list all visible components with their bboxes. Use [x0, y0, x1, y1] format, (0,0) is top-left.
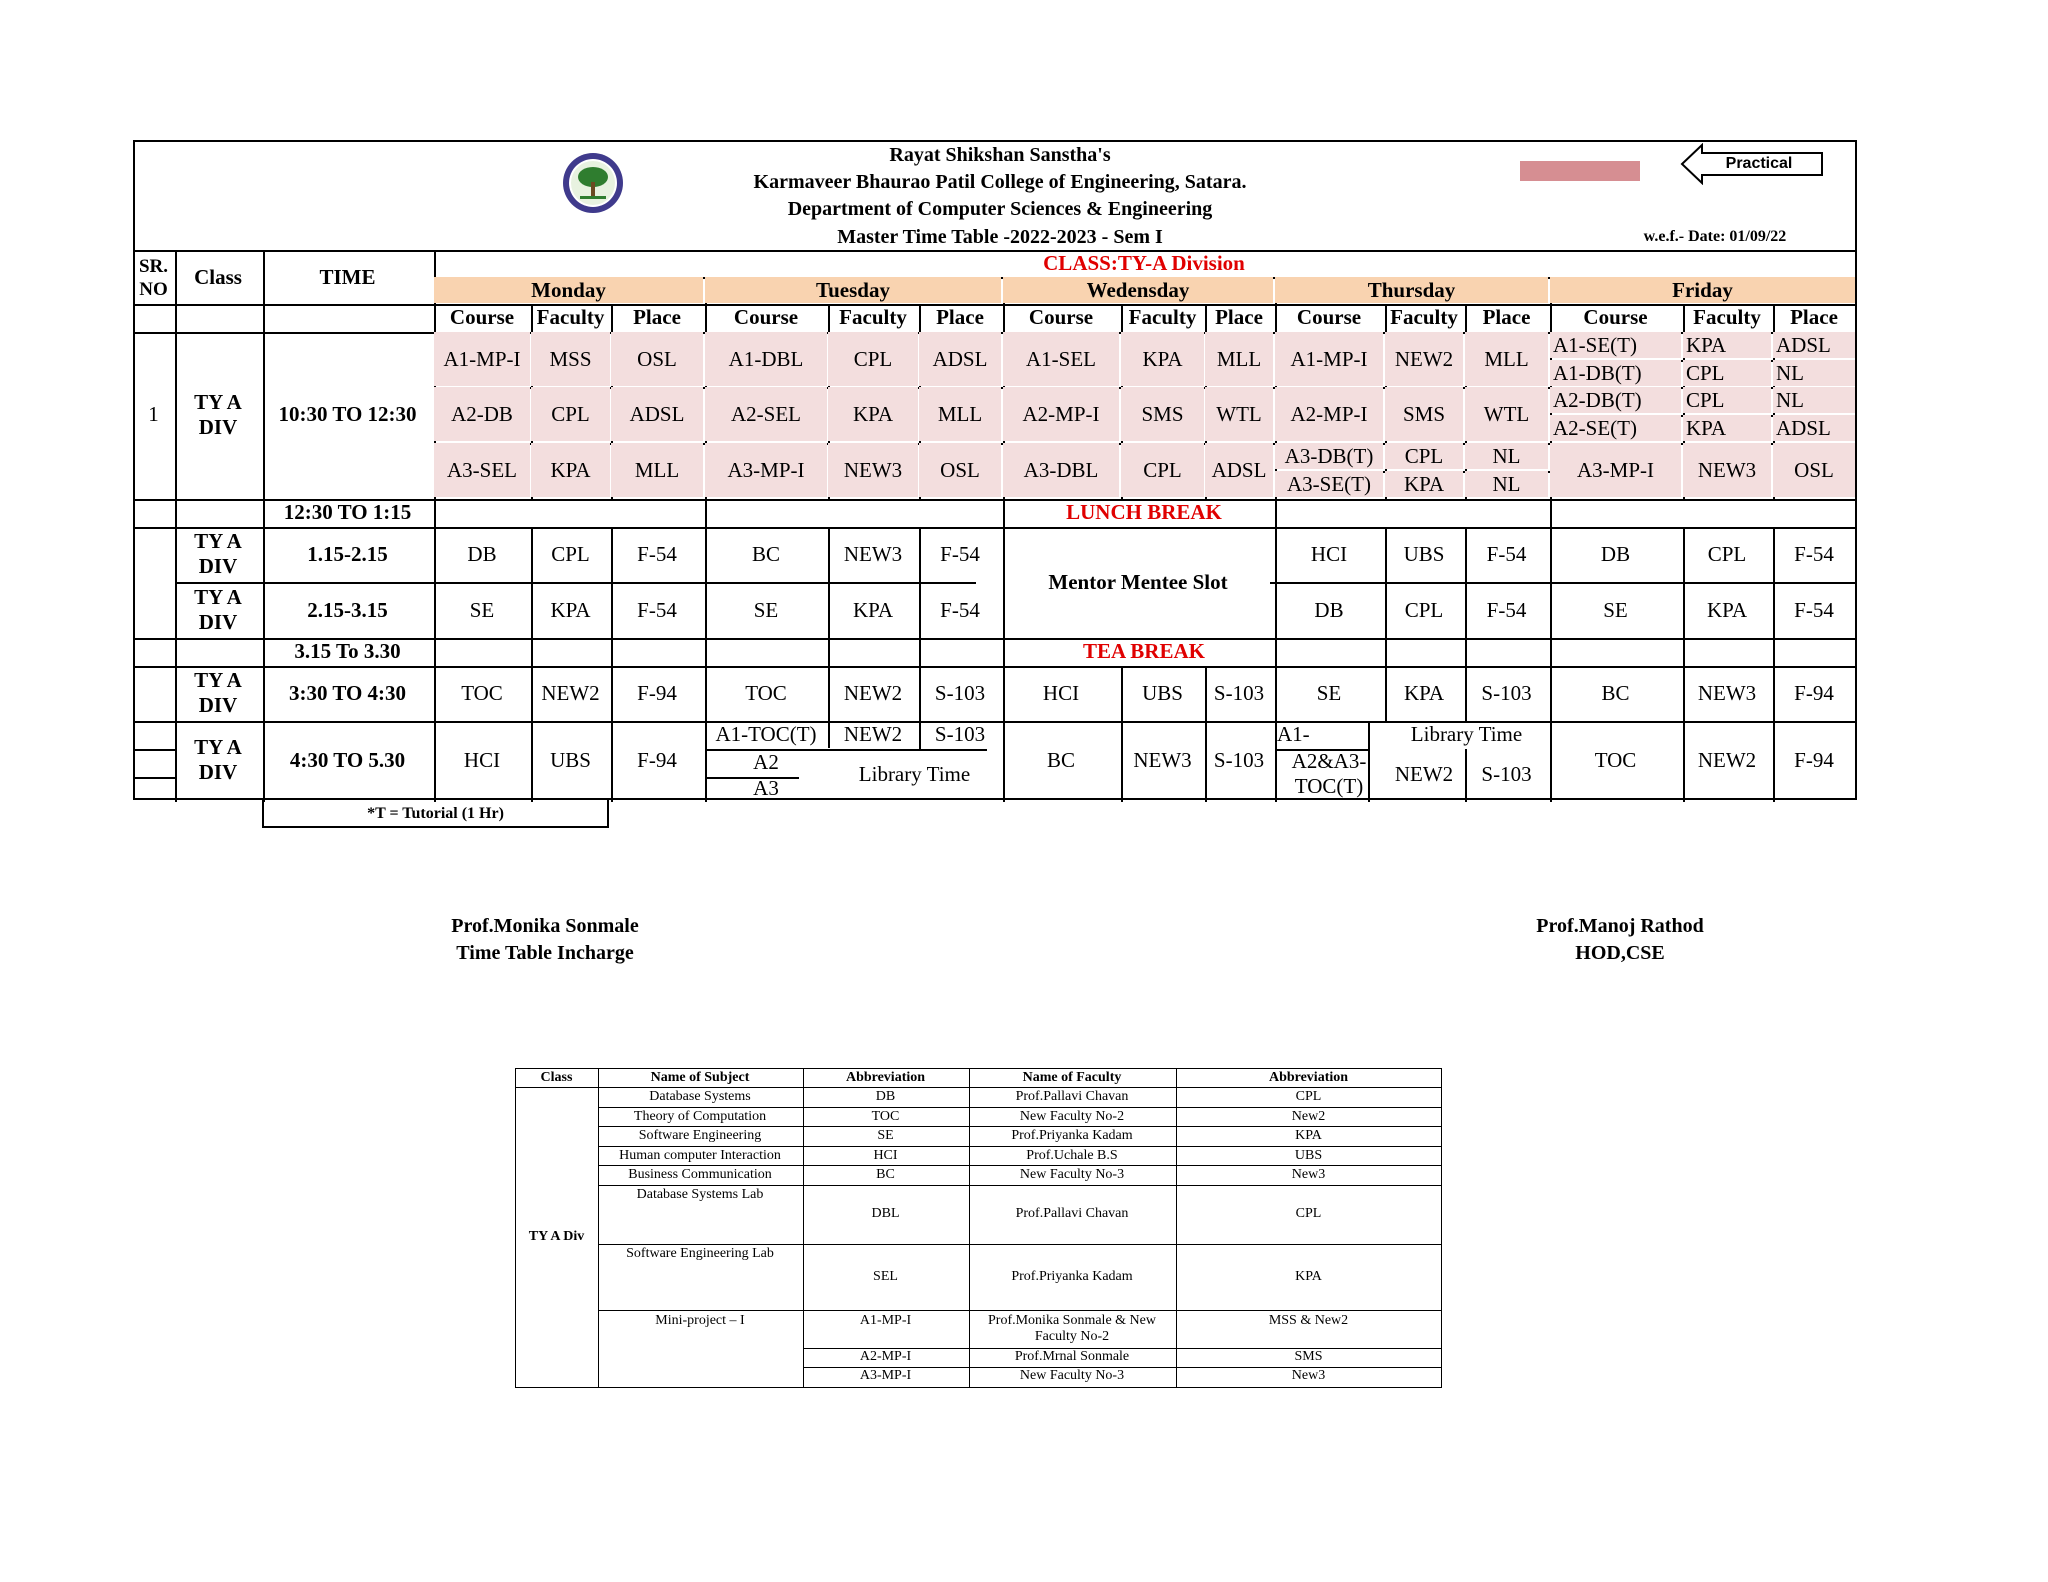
tue-place-header: Place — [936, 305, 984, 329]
slot1-wed-r1-faculty: KPA — [1121, 332, 1204, 386]
slot5-time: 4:30 TO 5.30 — [289, 747, 406, 772]
slot1-fri-r4-course: A2-SE(T) — [1550, 415, 1681, 441]
slot1-fri-r3-course: A2-DB(T) — [1550, 387, 1681, 413]
slot1-thu-a3-r2-course: A3-SE(T) — [1275, 471, 1383, 497]
slot4-fri-faculty: NEW3 — [1697, 680, 1757, 705]
fri-faculty-header: Faculty — [1693, 305, 1761, 329]
slot1-thu-r1-faculty: NEW2 — [1385, 332, 1463, 386]
slot1-fri-a3-place: OSL — [1773, 443, 1855, 497]
subj-row3-name: Software Engineering — [638, 1127, 762, 1143]
practical-arrow-icon — [1680, 143, 1830, 185]
slot1-fri-r3-place: NL — [1773, 387, 1855, 413]
practical-legend-swatch — [1520, 161, 1640, 181]
slot5-thu-library: Library Time — [1410, 721, 1523, 746]
slot5-thu-place: S-103 — [1481, 761, 1532, 786]
mon-place-header: Place — [633, 305, 681, 329]
wef-date: w.e.f.- Date: 01/09/22 — [1643, 228, 1787, 245]
slot1-wed-r2-course: A2-MP-I — [1003, 387, 1119, 441]
subj-row4-name: Human computer Interaction — [619, 1147, 781, 1163]
slot5-tue-a3: A3 — [753, 775, 779, 800]
slot3-time: 2.15-3.15 — [307, 597, 388, 622]
slot1-tue-r3-course: A3-MP-I — [705, 443, 827, 497]
slot1-thu-a3-r2-faculty: KPA — [1385, 471, 1463, 497]
fri-course-header: Course — [1583, 305, 1648, 329]
header-line1: Rayat Shikshan Sanstha's — [889, 144, 1111, 166]
slot1-tue-r1-faculty: CPL — [828, 332, 918, 386]
slot1-mon-r3-place: MLL — [611, 443, 703, 497]
day-friday: Friday — [1550, 277, 1855, 303]
slot5-fri-faculty: NEW2 — [1697, 747, 1757, 772]
slot1-mon-r3-course: A3-SEL — [434, 443, 530, 497]
slot3-mon-place: F-54 — [637, 597, 677, 622]
slot1-fri-r1-place: ADSL — [1773, 332, 1855, 358]
slot1-mon-r1-course: A1-MP-I — [434, 332, 530, 386]
slot4-wed-place: S-103 — [1213, 680, 1265, 705]
slot5-tue-a1-place: S-103 — [934, 721, 986, 746]
slot1-thu-a3-r1-place: NL — [1465, 443, 1548, 469]
slot2-thu-faculty: UBS — [1403, 541, 1445, 566]
subj-row7-name: Software Engineering Lab — [626, 1246, 774, 1261]
subj-row4-abbr: HCI — [873, 1147, 898, 1163]
tutorial-footnote: *T = Tutorial (1 Hr) — [262, 800, 609, 828]
slot1-thu-r2-course: A2-MP-I — [1275, 387, 1383, 441]
slot5-class: TY A DIV — [194, 735, 242, 784]
slot5-mon-faculty: UBS — [550, 747, 591, 772]
thu-course-header: Course — [1296, 305, 1362, 329]
slot2-mon-place: F-54 — [637, 541, 677, 566]
col-time: TIME — [319, 265, 376, 289]
day-thursday: Thursday — [1275, 277, 1548, 303]
slot4-mon-faculty: NEW2 — [541, 680, 600, 705]
slot4-tue-faculty: NEW2 — [843, 680, 903, 705]
tea-break: TEA BREAK — [1083, 638, 1205, 663]
slot5-tue-a1-faculty: NEW2 — [843, 721, 903, 746]
subj-header-fac-abbr: Abbreviation — [1268, 1070, 1349, 1085]
slot1-fri-r4-place: ADSL — [1773, 415, 1855, 441]
slot4-mon-place: F-94 — [637, 680, 677, 705]
slot1-thu-r1-course: A1-MP-I — [1275, 332, 1383, 386]
subj-row1-abbr: DB — [875, 1088, 896, 1104]
day-tuesday: Tuesday — [705, 277, 1001, 303]
tue-faculty-header: Faculty — [839, 305, 907, 329]
signature-left-name: Prof.Monika Sonmale — [451, 915, 639, 937]
slot5-thu-faculty: NEW2 — [1394, 761, 1454, 786]
slot5-fri-place: F-94 — [1794, 747, 1834, 772]
slot3-fri-faculty: KPA — [1706, 597, 1748, 622]
subj-row7-abbr: SEL — [873, 1268, 898, 1284]
slot5-wed-faculty: NEW3 — [1133, 747, 1192, 772]
slot3-tue-faculty: KPA — [852, 597, 894, 622]
day-wednesday: Wedensday — [1003, 277, 1273, 303]
subj-mp2-fac-abbr: SMS — [1294, 1349, 1323, 1364]
slot1-tue-r3-place: OSL — [919, 443, 1001, 497]
slot2-tue-place: F-54 — [940, 541, 980, 566]
slot3-fri-place: F-54 — [1794, 597, 1834, 622]
slot1-wed-r1-place: MLL — [1205, 332, 1273, 386]
slot1-fri-a3-faculty: NEW3 — [1683, 443, 1771, 497]
slot5-thu-a1: A1- — [1277, 721, 1310, 746]
slot1-thu-a3-r2-place: NL — [1465, 471, 1548, 497]
slot1-fri-r1-faculty: KPA — [1683, 332, 1771, 358]
slot2-fri-course: DB — [1600, 541, 1631, 566]
mon-faculty-header: Faculty — [536, 305, 605, 329]
subj-mp1-fac-abbr: MSS & New2 — [1268, 1313, 1349, 1328]
lunch-break: LUNCH BREAK — [1066, 499, 1222, 524]
signature-right-role: HOD,CSE — [1575, 942, 1665, 964]
slot1-tue-r3-faculty: NEW3 — [828, 443, 918, 497]
slot1-mon-r2-faculty: CPL — [531, 387, 610, 441]
slot1-tue-r1-course: A1-DBL — [705, 332, 827, 386]
slot4-fri-place: F-94 — [1794, 680, 1834, 705]
sr-number: 1 — [148, 402, 159, 426]
thu-faculty-header: Faculty — [1390, 305, 1458, 329]
slot3-mon-course: SE — [469, 597, 495, 622]
slot1-thu-r2-place: WTL — [1465, 387, 1548, 441]
subj-mp2-faculty: Prof.Mrnal Sonmale — [1014, 1349, 1130, 1364]
slot3-tue-place: F-54 — [940, 597, 980, 622]
slot1-fri-r2-faculty: CPL — [1683, 360, 1771, 386]
col-srno: SR. NO — [138, 255, 169, 300]
slot2-class: TY A DIV — [194, 529, 242, 578]
subj-header-name: Name of Subject — [650, 1070, 750, 1085]
wed-course-header: Course — [1028, 305, 1094, 329]
subj-row6-faculty: Prof.Pallavi Chavan — [1015, 1206, 1129, 1221]
signature-left-role: Time Table Incharge — [456, 942, 634, 964]
slot4-thu-place: S-103 — [1481, 680, 1532, 705]
slot1-tue-r1-place: ADSL — [919, 332, 1001, 386]
subj-row7-fac-abbr: KPA — [1295, 1268, 1322, 1284]
header-line2: Karmaveer Bhaurao Patil College of Engineering, Satara. — [753, 171, 1247, 193]
slot5-tue-library: Library Time — [858, 761, 971, 786]
signature-right-name: Prof.Manoj Rathod — [1536, 915, 1704, 937]
subj-mp3-abbr: A3-MP-I — [859, 1368, 912, 1383]
subj-row7-faculty: Prof.Priyanka Kadam — [1011, 1268, 1133, 1284]
header-line3: Department of Computer Sciences & Engineering — [787, 198, 1213, 220]
day-monday: Monday — [434, 277, 703, 303]
subj-row2-faculty: New Faculty No-2 — [1019, 1108, 1125, 1124]
subj-row5-fac-abbr: New3 — [1291, 1166, 1326, 1182]
slot3-thu-faculty: CPL — [1404, 597, 1444, 622]
slot1-wed-r2-faculty: SMS — [1121, 387, 1204, 441]
subj-row3-abbr: SE — [877, 1127, 894, 1143]
subj-row2-abbr: TOC — [871, 1108, 900, 1124]
slot1-fri-r2-place: NL — [1773, 360, 1855, 386]
slot5-mon-place: F-94 — [637, 747, 677, 772]
subj-row2-name: Theory of Computation — [633, 1108, 767, 1124]
subj-header-abbr: Abbreviation — [845, 1070, 926, 1085]
slot4-wed-faculty: UBS — [1142, 680, 1183, 705]
slot1-wed-r3-course: A3-DBL — [1003, 443, 1119, 497]
subj-mp1-abbr: A1-MP-I — [859, 1313, 912, 1328]
subj-class-cell: TY A Div — [528, 1229, 585, 1244]
slot2-fri-faculty: CPL — [1707, 541, 1747, 566]
slot2-mon-faculty: CPL — [551, 541, 590, 566]
subj-row4-faculty: Prof.Uchale B.S — [1026, 1147, 1118, 1163]
slot1-wed-r2-place: WTL — [1205, 387, 1273, 441]
tue-course-header: Course — [733, 305, 799, 329]
fri-place-header: Place — [1790, 305, 1838, 329]
slot1-thu-r1-place: MLL — [1465, 332, 1548, 386]
slot1-fri-a3-course: A3-MP-I — [1550, 443, 1681, 497]
slot2-tue-course: BC — [751, 541, 780, 566]
slot3-class: TY A DIV — [194, 585, 242, 634]
subj-mp1-faculty: Prof.Monika Sonmale & New Faculty No-2 — [988, 1312, 1156, 1344]
wed-faculty-header: Faculty — [1128, 305, 1197, 329]
subj-row6-abbr: DBL — [871, 1206, 900, 1221]
slot4-wed-course: HCI — [1042, 680, 1080, 705]
subj-mp2-abbr: A2-MP-I — [859, 1349, 912, 1364]
slot1-wed-r1-course: A1-SEL — [1003, 332, 1119, 386]
slot5-tue-a2: A2 — [753, 749, 779, 774]
signature-right — [1480, 913, 1760, 967]
subj-row1-fac-abbr: CPL — [1295, 1088, 1322, 1104]
slot1-fri-r1-course: A1-SE(T) — [1550, 332, 1681, 358]
slot1-thu-a3-r1-faculty: CPL — [1385, 443, 1463, 469]
class-title: CLASS:TY-A Division — [1043, 250, 1245, 275]
thu-place-header: Place — [1482, 305, 1531, 329]
slot3-fri-course: SE — [1603, 597, 1628, 622]
subj-row5-name: Business Communication — [628, 1166, 772, 1182]
slot2-thu-place: F-54 — [1486, 541, 1527, 566]
slot4-fri-course: BC — [1601, 680, 1630, 705]
subj-row6-name: Database Systems Lab — [636, 1187, 764, 1202]
slot4-tue-place: S-103 — [934, 680, 986, 705]
slot3-mon-faculty: KPA — [550, 597, 591, 622]
subj-row2-fac-abbr: New2 — [1291, 1108, 1326, 1124]
subj-row3-fac-abbr: KPA — [1295, 1127, 1322, 1143]
slot5-fri-course: TOC — [1594, 747, 1637, 772]
slot4-class: TY A DIV — [194, 668, 242, 717]
college-logo — [562, 150, 624, 216]
practical-label: Practical — [1725, 155, 1793, 172]
slot1-thu-r2-faculty: SMS — [1385, 387, 1463, 441]
slot5-tue-a1-course: A1-TOC(T) — [715, 721, 817, 746]
slot1-mon-r3-faculty: KPA — [531, 443, 610, 497]
slot2-mon-course: DB — [467, 541, 497, 566]
slot1-tue-r2-faculty: KPA — [828, 387, 918, 441]
slot2-tue-faculty: NEW3 — [843, 541, 903, 566]
subj-row3-faculty: Prof.Priyanka Kadam — [1011, 1127, 1133, 1143]
slot4-thu-faculty: KPA — [1403, 680, 1445, 705]
slot3-thu-place: F-54 — [1486, 597, 1527, 622]
mon-course-header: Course — [449, 305, 515, 329]
slot5-thu-a2a3-course: A2&A3-TOC(T) — [1291, 749, 1367, 798]
header-line4: Master Time Table -2022-2023 - Sem I — [837, 226, 1163, 248]
slot1-mon-r1-faculty: MSS — [531, 332, 610, 386]
col-class: Class — [194, 265, 242, 289]
subj-row1-faculty: Prof.Pallavi Chavan — [1015, 1088, 1129, 1104]
slot1-thu-a3-r1-course: A3-DB(T) — [1275, 443, 1383, 469]
slot5-wed-place: S-103 — [1213, 747, 1265, 772]
slot1-time: 10:30 TO 12:30 — [278, 402, 417, 426]
mentor-mentee-slot: Mentor Mentee Slot — [1048, 569, 1228, 594]
subj-mp3-faculty: New Faculty No-3 — [1019, 1368, 1125, 1383]
wed-place-header: Place — [1215, 305, 1263, 329]
subj-header-faculty: Name of Faculty — [1022, 1070, 1122, 1085]
slot1-wed-r3-place: ADSL — [1205, 443, 1273, 497]
subj-row4-fac-abbr: UBS — [1294, 1147, 1323, 1163]
slot1-fri-r2-course: A1-DB(T) — [1550, 360, 1681, 386]
slot1-class: TY A DIV — [194, 389, 242, 439]
subj-row5-faculty: New Faculty No-3 — [1019, 1166, 1125, 1182]
slot1-mon-r2-place: ADSL — [611, 387, 703, 441]
subj-row1-name: Database Systems — [649, 1088, 751, 1104]
slot5-mon-course: HCI — [463, 747, 501, 772]
lunch-time: 12:30 TO 1:15 — [283, 499, 412, 524]
slot1-mon-r1-place: OSL — [611, 332, 703, 386]
slot4-tue-course: TOC — [745, 680, 787, 705]
slot2-time: 1.15-2.15 — [307, 541, 388, 566]
slot1-fri-r4-faculty: KPA — [1683, 415, 1771, 441]
slot4-thu-course: SE — [1316, 680, 1342, 705]
subj-header-class: Class — [540, 1070, 573, 1085]
subj-row6-fac-abbr: CPL — [1295, 1206, 1322, 1221]
subj-mp3-fac-abbr: New3 — [1291, 1368, 1326, 1383]
slot1-tue-r2-place: MLL — [919, 387, 1001, 441]
slot2-thu-course: HCI — [1310, 541, 1348, 566]
slot4-time: 3:30 TO 4:30 — [288, 680, 407, 705]
signature-left — [400, 913, 690, 967]
tea-time: 3.15 To 3.30 — [294, 638, 401, 663]
slot4-mon-course: TOC — [461, 680, 503, 705]
slot1-fri-r3-faculty: CPL — [1683, 387, 1771, 413]
slot3-tue-course: SE — [753, 597, 779, 622]
slot2-fri-place: F-54 — [1794, 541, 1834, 566]
slot1-tue-r2-course: A2-SEL — [705, 387, 827, 441]
slot3-thu-course: DB — [1314, 597, 1344, 622]
slot1-mon-r2-course: A2-DB — [434, 387, 530, 441]
slot1-wed-r3-faculty: CPL — [1121, 443, 1204, 497]
slot5-wed-course: BC — [1046, 747, 1075, 772]
subj-miniproject-name: Mini-project – I — [655, 1313, 745, 1328]
subj-row5-abbr: BC — [876, 1166, 895, 1182]
